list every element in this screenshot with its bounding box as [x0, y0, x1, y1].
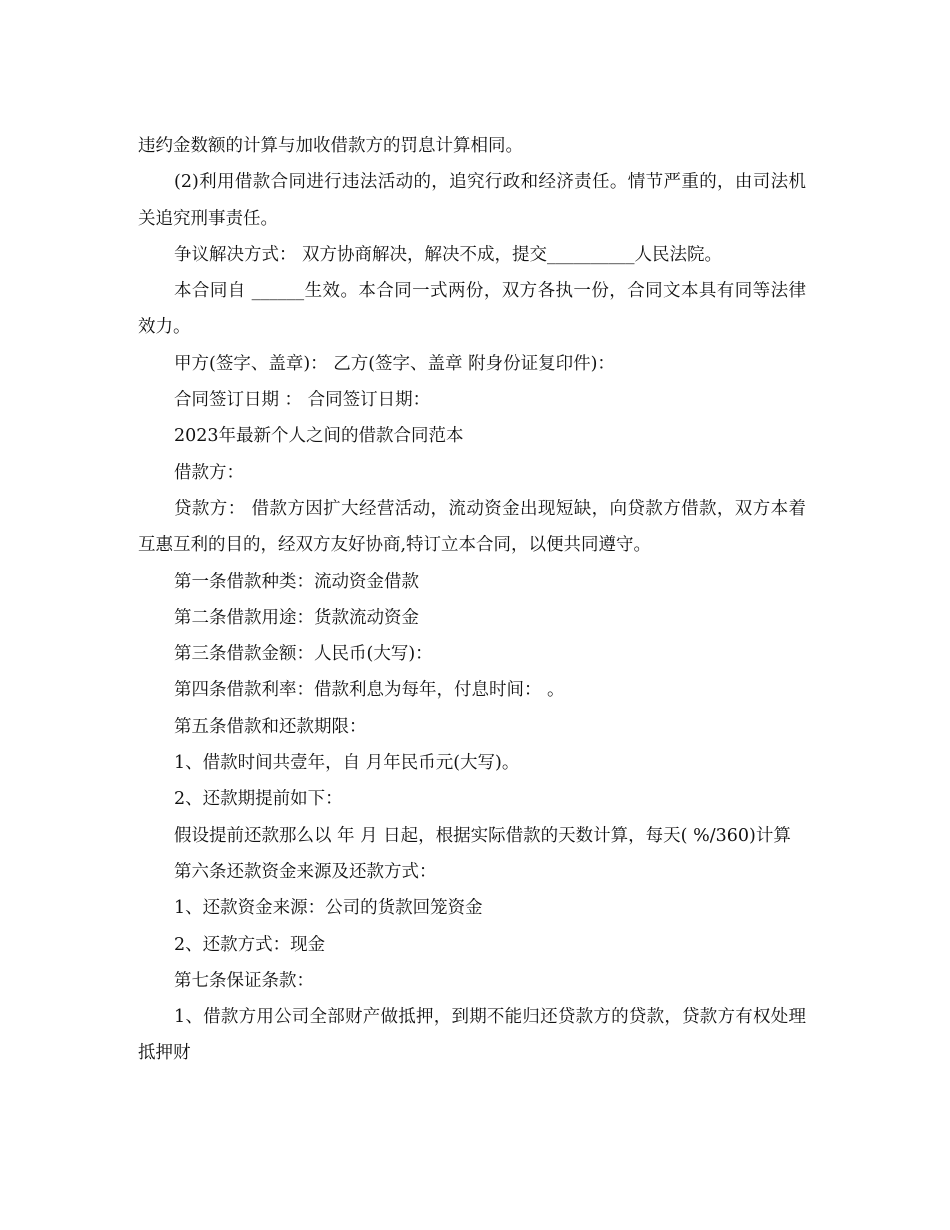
paragraph: 借款方： [174, 462, 244, 483]
paragraph: (2)利用借款合同进行违法活动的，追究行政和经济责任。情节严重的，由司法机关追究刑事责任。 [138, 172, 806, 229]
clause: 第三条借款金额：人民币(大写)： [174, 644, 433, 665]
paragraph: 2、还款方式：现金 [174, 934, 326, 955]
clause: 第五条借款和还款期限： [174, 716, 367, 737]
clause: 第二条借款用途：货款流动资金 [174, 607, 419, 628]
clause: 第七条保证条款： [174, 970, 314, 991]
paragraph: 1、借款时间共壹年，自 月年民币元(大写)。 [174, 753, 520, 774]
clause: 第一条借款种类：流动资金借款 [174, 571, 419, 592]
paragraph: 本合同自 ______生效。本合同一式两份，双方各执一份，合同文本具有同等法律效力。 [138, 281, 806, 338]
paragraph: 假设提前还款那么以 年 月 日起，根据实际借款的天数计算，每天( %/360)计算 [174, 825, 791, 846]
paragraph: 1、还款资金来源：公司的货款回笼资金 [174, 898, 483, 919]
paragraph: 甲方(签字、盖章)： 乙方(签字、盖章 附身份证复印件)： [174, 353, 615, 374]
paragraph: 争议解决方式： 双方协商解决，解决不成，提交__________人民法院。 [174, 244, 723, 265]
paragraph: 2、还款期提前如下： [174, 789, 343, 810]
clause: 第六条还款资金来源及还款方式： [174, 861, 437, 882]
document-body [138, 128, 806, 1072]
paragraph: 1、借款方用公司全部财产做抵押，到期不能归还贷款方的贷款，贷款方有权处理抵押财 [138, 1007, 806, 1064]
paragraph: 合同签订日期 ： 合同签订日期： [174, 390, 431, 411]
paragraph: 违约金数额的计算与加收借款方的罚息计算相同。 [138, 136, 523, 156]
clause: 第四条借款利率：借款利息为每年，付息时间： 。 [174, 680, 565, 701]
paragraph: 贷款方： 借款方因扩大经营活动，流动资金出现短缺，向贷款方借款，双方本着互惠互利的目的，经双方友好协商,特订立本合同，以便共同遵守。 [138, 498, 806, 556]
section-title: 2023年最新个人之间的借款合同范本 [174, 426, 464, 447]
